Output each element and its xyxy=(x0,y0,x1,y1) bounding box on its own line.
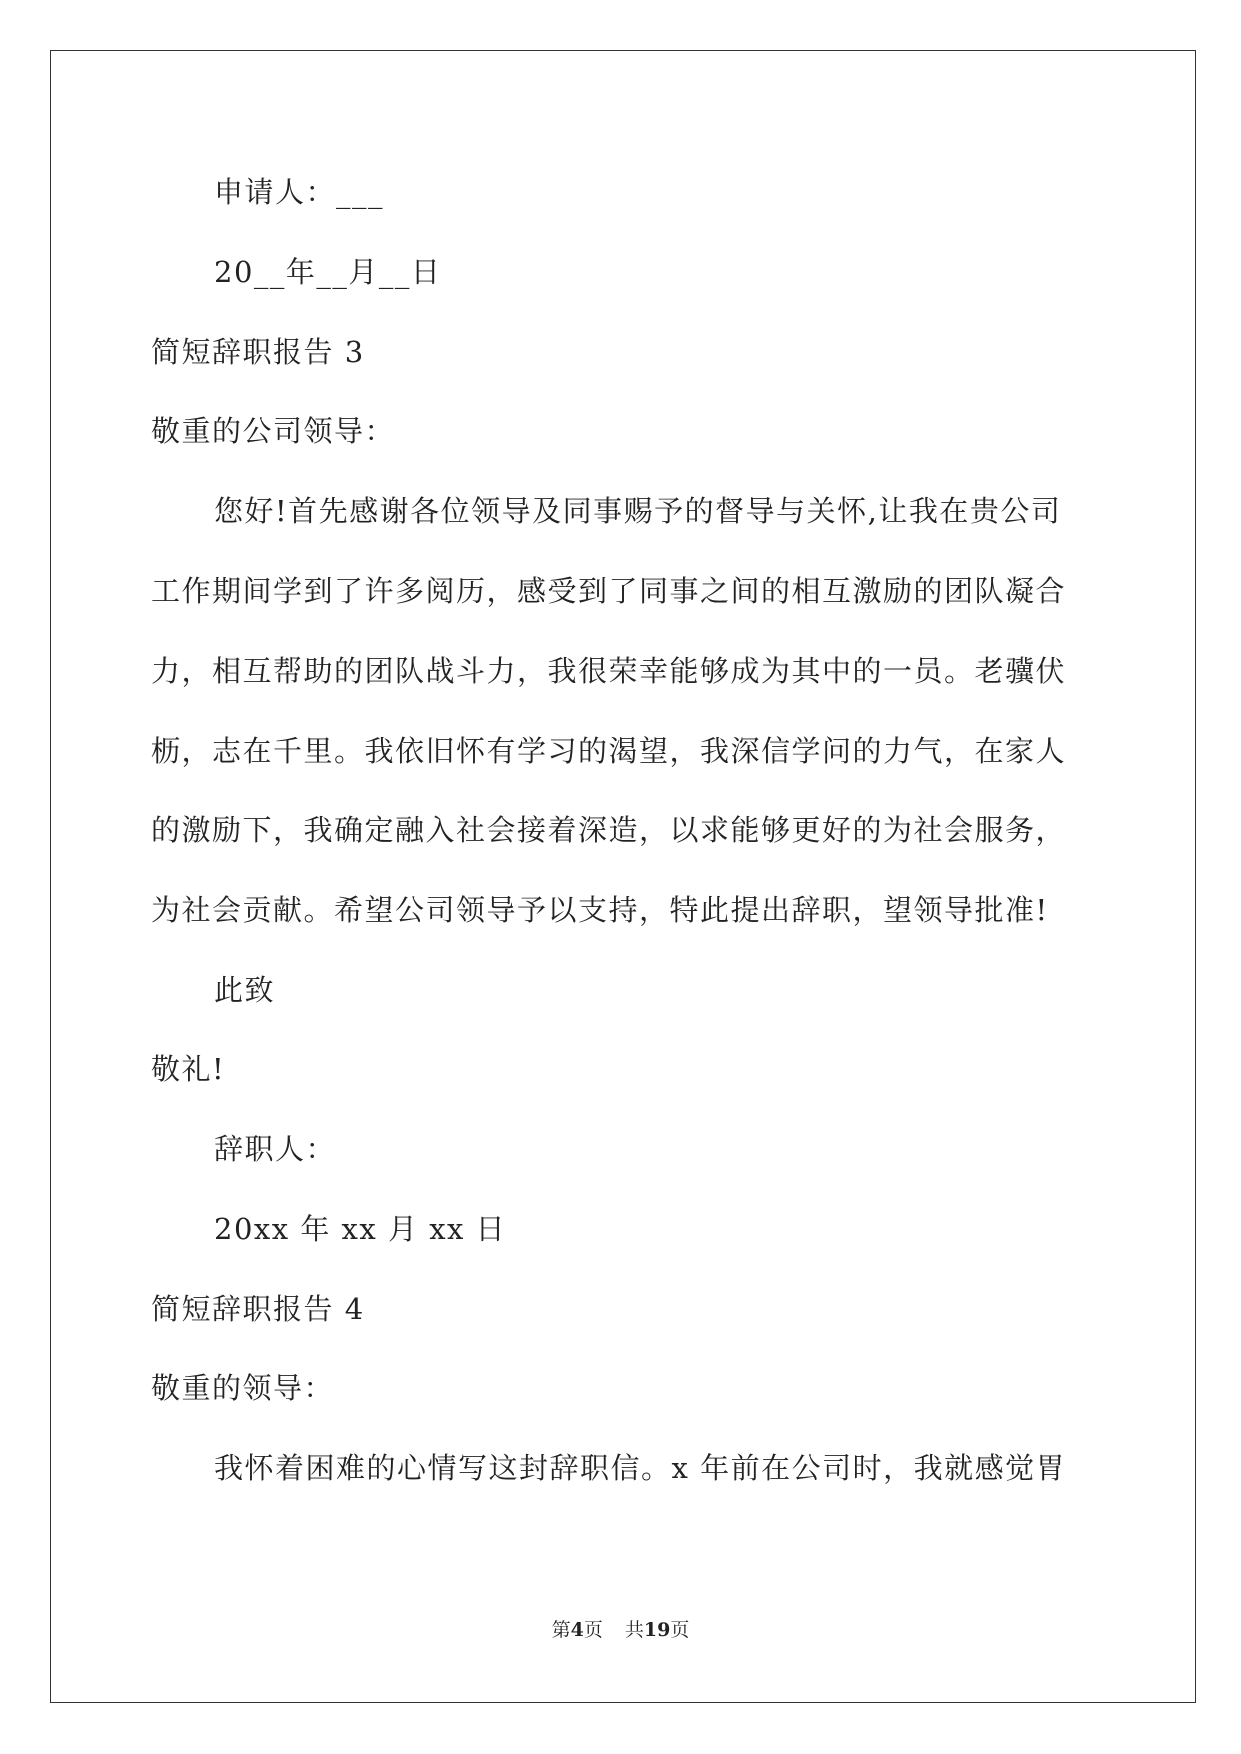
date-line: 20xx 年 xx 月 xx 日 xyxy=(214,1212,507,1246)
body-line: 我怀着困难的心情写这封辞职信。x 年前在公司时，我就感觉胃 xyxy=(214,1451,1067,1485)
salutation-line: 敬重的公司领导： xyxy=(151,414,396,448)
total-unit: 页 xyxy=(670,1619,690,1641)
date-line: 20__年__月__日 xyxy=(214,255,442,289)
page-total: 19 xyxy=(643,1619,671,1641)
section-heading-3: 简短辞职报告 3 xyxy=(151,335,365,369)
body-line: 您好!首先感谢各位领导及同事赐予的督导与关怀,让我在贵公司 xyxy=(214,494,1062,528)
section-heading-4: 简短辞职报告 4 xyxy=(151,1292,365,1326)
applicant-line: 申请人：___ xyxy=(214,175,385,209)
page-footer xyxy=(0,1618,1241,1642)
resigner-line: 辞职人： xyxy=(214,1132,337,1166)
page-current: 4 xyxy=(570,1619,584,1641)
page-unit: 页 xyxy=(583,1619,603,1641)
body-line: 工作期间学到了许多阅历，感受到了同事之间的相互激励的团队凝合 xyxy=(151,574,1067,608)
closing-line: 此致 xyxy=(214,973,276,1007)
body-line: 力，相互帮助的团队战斗力，我很荣幸能够成为其中的一员。老骥伏 xyxy=(151,654,1067,688)
body-line: 枥，志在千里。我依旧怀有学习的渴望，我深信学问的力气，在家人 xyxy=(151,734,1067,768)
page-prefix: 第 xyxy=(551,1619,571,1641)
body-line: 的激励下，我确定融入社会接着深造，以求能够更好的为社会服务， xyxy=(151,813,1067,847)
salutation-line: 敬重的领导： xyxy=(151,1371,335,1405)
total-prefix: 共 xyxy=(624,1619,644,1641)
closing-regards-line: 敬礼! xyxy=(151,1052,226,1086)
body-line: 为社会贡献。希望公司领导予以支持，特此提出辞职，望领导批准! xyxy=(151,893,1049,927)
